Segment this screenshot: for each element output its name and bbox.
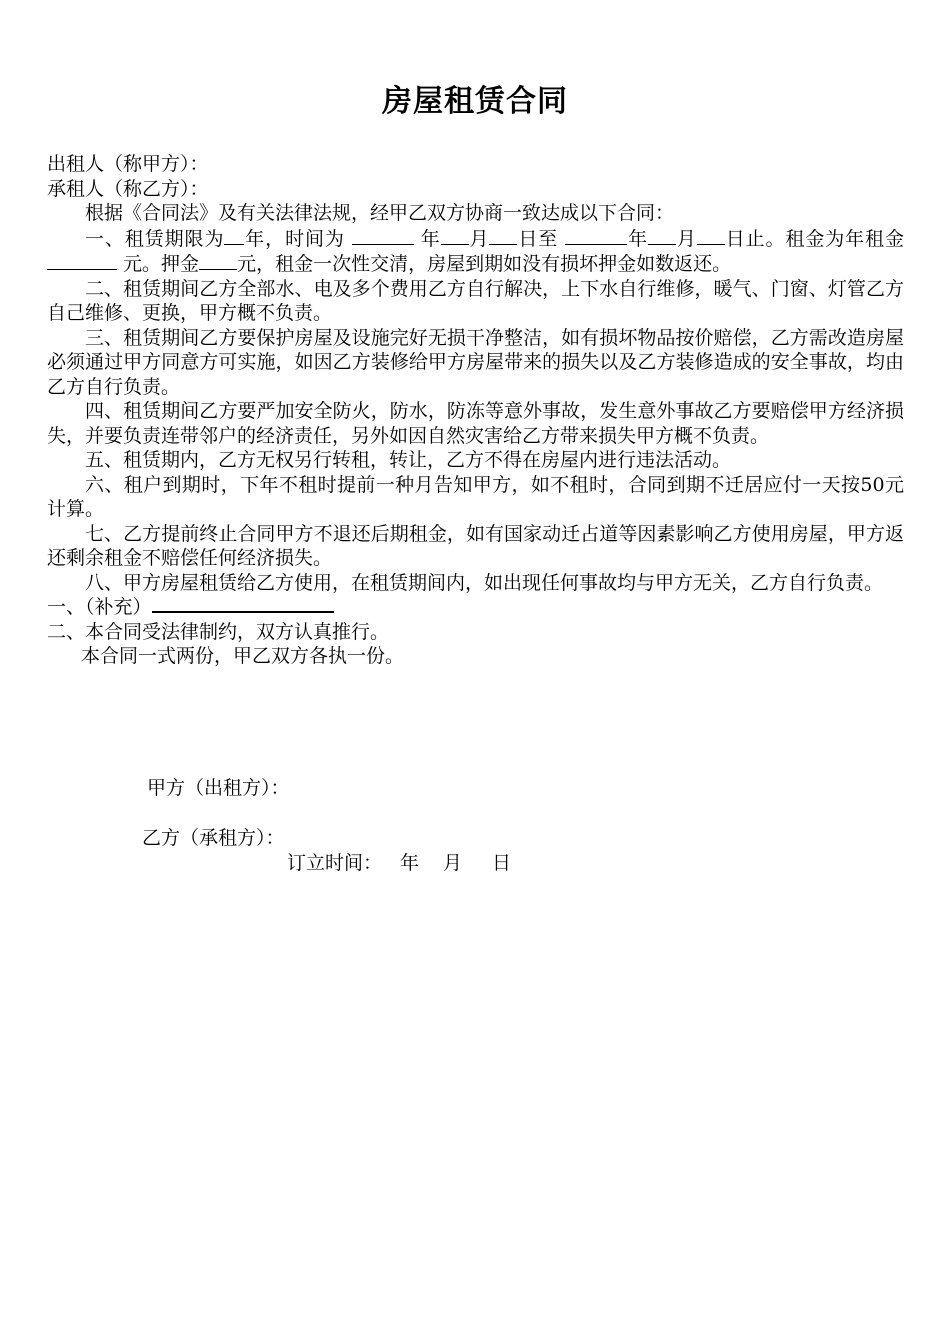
clause-1: 一、租赁期限为 年，时间为 年 月 日至 年 月 日止。租金为年租金 元。押金 元，租金一次性交清，房屋到期如没有损坏押金如数返还。 bbox=[47, 226, 904, 277]
party-a-signature: 甲方（出租方）： bbox=[147, 777, 290, 799]
annual-rent-blank[interactable] bbox=[47, 251, 117, 270]
start-day-blank[interactable] bbox=[489, 226, 517, 245]
date-month: 月 bbox=[443, 852, 463, 874]
end-month-blank[interactable] bbox=[648, 226, 676, 245]
end-day-blank[interactable] bbox=[697, 226, 725, 245]
copies-line: 本合同一式两份，甲乙双方各执一份。 bbox=[81, 645, 405, 667]
clause-8: 八、甲方房屋租赁给乙方使用，在租赁期间内，如出现任何事故均与甲方无关，乙方自行负责。 bbox=[85, 571, 884, 594]
clause-5: 五、租赁期内，乙方无权另行转租，转让，乙方不得在房屋内进行违法活动。 bbox=[85, 449, 732, 471]
deposit-blank[interactable] bbox=[199, 251, 237, 270]
signing-date bbox=[287, 851, 511, 875]
date-year: 年 bbox=[400, 852, 420, 874]
date-label: 订立时间： bbox=[287, 852, 383, 874]
start-year-blank[interactable] bbox=[352, 226, 414, 245]
term-years-blank[interactable] bbox=[224, 226, 244, 245]
supplement-blank[interactable] bbox=[152, 597, 334, 613]
lessor-line: 出租人（称甲方）： bbox=[47, 153, 209, 175]
legal-line: 二、本合同受法律制约，双方认真推行。 bbox=[47, 620, 390, 643]
start-month-blank[interactable] bbox=[441, 226, 469, 245]
supplement-line: 一、（补充） bbox=[47, 595, 904, 620]
date-day: 日 bbox=[492, 852, 512, 874]
end-year-blank[interactable] bbox=[565, 226, 627, 245]
party-b-signature: 乙方（承租方）： bbox=[142, 827, 285, 849]
intro-paragraph: 根据《合同法》及有关法律法规，经甲乙双方协商一致达成以下合同： bbox=[85, 202, 675, 224]
lessee-line: 承租人（称乙方）： bbox=[47, 177, 209, 200]
clause-6: 六、租户到期时，下年不租时提前一种月告知甲方，如不租时，合同到期不迁居应付一天按50元计算。 bbox=[47, 473, 904, 520]
clause-2: 二、租赁期间乙方全部水、电及多个费用乙方自行解决，上下水自行维修，暖气、门窗、灯管乙方自己维修、更换，甲方概不负责。 bbox=[47, 277, 904, 324]
contract-body bbox=[47, 152, 904, 669]
clause-7: 七、乙方提前终止合同甲方不退还后期租金，如有国家动迁占道等因素影响乙方使用房屋，甲方返还剩余租金不赔偿任何经济损失。 bbox=[47, 522, 904, 569]
clause-4: 四、租赁期间乙方要严加安全防火，防水，防冻等意外事故，发生意外事故乙方要赔偿甲方经济损失，并要负责连带邻户的经济责任，另外如因自然灾害给乙方带来损失甲方概不负责。 bbox=[47, 400, 904, 447]
clause-3: 三、租赁期间乙方要保护房屋及设施完好无损干净整洁，如有损坏物品按价赔偿，乙方需改造房屋必须通过甲方同意方可实施，如因乙方装修给甲方房屋带来的损失以及乙方装修造成的安全事故，均由乙方自行负责。 bbox=[47, 326, 904, 398]
document-title: 房屋租赁合同 bbox=[382, 84, 568, 119]
